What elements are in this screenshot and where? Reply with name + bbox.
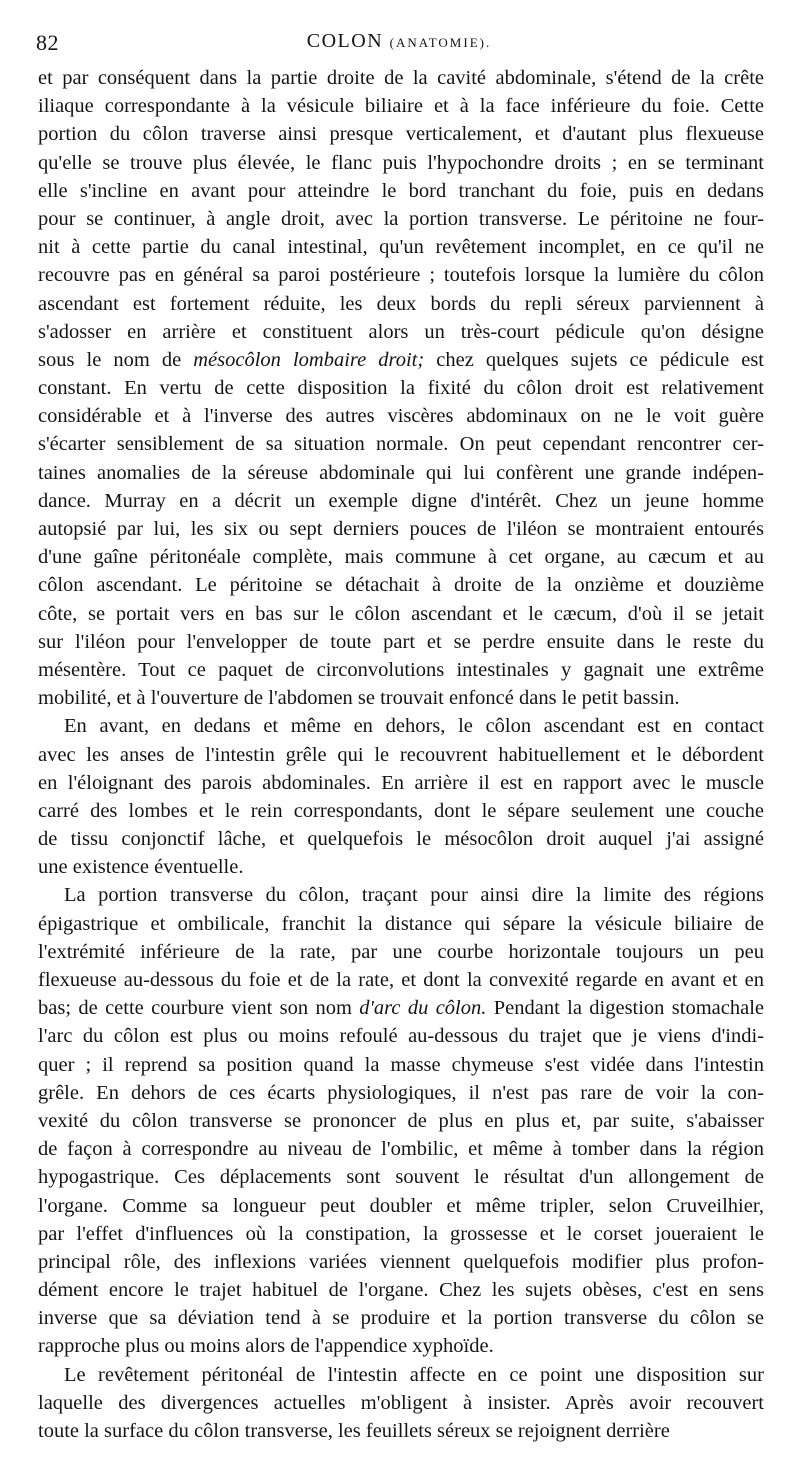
- text-line: s'écarter sensiblement de sa situation normale. On peut cependant rencontrer cer-: [38, 433, 764, 456]
- text-line: carré des lombes et le rein correspondants, dont le sépare seulement une couche: [38, 799, 764, 822]
- text-line: ascendant est fortement réduite, les deux bords du repli séreux parviennent à: [38, 292, 764, 315]
- text-line: sous le nom de mésocôlon lombaire droit; chez quelques sujets ce pédicule est: [38, 348, 764, 371]
- text-line: hypogastrique. Ces déplacements sont souvent le résultat d'un allongement de: [38, 1166, 764, 1189]
- paragraph: [38, 712, 764, 881]
- text-line: laquelle des divergences actuelles m'obligent à insister. Après avoir recouvert: [38, 1391, 764, 1414]
- text-line: l'extrémité inférieure de la rate, par une courbe horizontale toujours un peu: [38, 940, 764, 963]
- paragraph: [38, 1361, 764, 1446]
- text-line: quer ; il reprend sa position quand la masse chymeuse s'est vidée dans l'intestin: [38, 1053, 764, 1076]
- text-line: avec les anses de l'intestin grêle qui le recouvrent habituellement et le débordent: [38, 743, 764, 766]
- text-line: nit à cette partie du canal intestinal, qu'un revêtement incomplet, en ce qu'il ne: [38, 236, 764, 259]
- page-header: [28, 28, 770, 58]
- text-line: épigastrique et ombilicale, franchit la distance qui sépare la vésicule biliaire de: [38, 912, 764, 935]
- paragraph: [38, 881, 764, 1360]
- text-line: autopsié par lui, les six ou sept derniers pouces de l'iléon se montraient entourés: [38, 518, 764, 540]
- text-line: côlon ascendant. Le péritoine se détachait à droite de la onzième et douzième: [38, 574, 764, 597]
- text-line: sur l'iléon pour l'envelopper de toute part et se perdre ensuite dans le reste du: [38, 630, 764, 653]
- text-line: mésentère. Tout ce paquet de circonvolutions intestinales y gagnait une extrême: [38, 658, 764, 681]
- text-line: de façon à correspondre au niveau de l'ombilic, et même à tomber dans la région: [38, 1138, 764, 1161]
- text-line: en l'éloignant des parois abdominales. En arrière il est en rapport avec le muscle: [38, 771, 764, 794]
- text-line: principal rôle, des inflexions variées viennent quelquefois modifier plus profon-: [38, 1250, 764, 1273]
- text-line: dément encore le trajet habituel de l'organe. Chez les sujets obèses, c'est en sens: [38, 1279, 764, 1302]
- running-title-subtitle: (ANATOMIE).: [389, 35, 492, 50]
- text-line: En avant, en dedans et même en dehors, le côlon ascendant est en contact: [64, 715, 764, 738]
- italic-term: mésocôlon lombaire droit;: [193, 348, 425, 371]
- text-line: mobilité, et à l'ouverture de l'abdomen se trouvait enfoncé dans le petit bassin.: [38, 687, 680, 710]
- text-line: vexité du côlon transverse se prononcer de plus en plus et, par suite, s'abaisser: [38, 1109, 764, 1132]
- text-line: toute la surface du côlon transverse, les feuillets séreux se rejoignent derrière: [38, 1420, 670, 1442]
- text-line: l'arc du côlon est plus ou moins refoulé au-dessous du trajet que je viens d'indi-: [38, 1025, 764, 1048]
- text-line: pour se continuer, à angle droit, avec la portion transverse. Le péritoine ne four-: [38, 207, 764, 230]
- text-line: inverse que sa déviation tend à se produire et la portion transverse du côlon se: [38, 1307, 764, 1330]
- text-line: de tissu conjonctif lâche, et quelquefois le mésocôlon droit auquel j'ai assigné: [38, 828, 764, 851]
- page-number: 82: [36, 30, 59, 55]
- text-line: une existence éventuelle.: [38, 856, 244, 879]
- text-line: taines anomalies de la séreuse abdominale qui lui confèrent une grande indépen-: [38, 461, 764, 484]
- text-line: par l'effet d'influences où la constipation, la grossesse et le corset joueraient le: [38, 1222, 764, 1245]
- text-line: iliaque correspondante à la vésicule biliaire et à la face inférieure du foie. Cette: [38, 95, 764, 118]
- text-line: côte, se portait vers en bas sur le côlon ascendant et le cæcum, d'où il se jetait: [38, 602, 764, 625]
- text-line: s'adosser en arrière et constituent alors un très-court pédicule qu'on désigne: [38, 320, 764, 343]
- text-line: portion du côlon traverse ainsi presque verticalement, et d'autant plus flexueuse: [38, 123, 764, 146]
- text-line: flexueuse au-dessous du foie et de la rate, et dont la convexité regarde en avant et en: [38, 969, 764, 991]
- text-line: constant. En vertu de cette disposition la fixité du côlon droit est relativement: [38, 377, 764, 400]
- text-line: dance. Murray en a décrit un exemple digne d'intérêt. Chez un jeune homme: [38, 489, 764, 512]
- running-title-main: COLON: [306, 30, 384, 52]
- text-line: elle s'incline en avant pour atteindre le bord tranchant du foie, puis en dedans: [38, 179, 764, 202]
- text-line: bas; de cette courbure vient son nom d'arc du côlon. Pendant la digestion stomachale: [38, 997, 764, 1020]
- text-line: rapproche plus ou moins alors de l'appendice xyphoïde.: [38, 1335, 494, 1358]
- paragraph: [38, 64, 764, 712]
- text-line: considérable et à l'inverse des autres viscères abdominaux on ne le voit guère: [38, 405, 764, 428]
- text-line: Le revêtement péritonéal de l'intestin affecte en ce point une disposition sur: [64, 1363, 764, 1386]
- text-line: recouvre pas en général sa paroi postérieure ; toutefois lorsque la lumière du côlon: [38, 264, 764, 287]
- text-line: grêle. En dehors de ces écarts physiologiques, il n'est pas rare de voir la con-: [38, 1081, 764, 1104]
- body-text: [38, 64, 764, 1445]
- text-line: et par conséquent dans la partie droite de la cavité abdominale, s'étend de la crête: [38, 67, 764, 89]
- italic-term: d'arc du côlon.: [359, 997, 487, 1020]
- text-line: La portion transverse du côlon, traçant pour ainsi dire la limite des régions: [64, 884, 764, 907]
- running-title: [28, 30, 770, 53]
- text-line: l'organe. Comme sa longueur peut doubler et même tripler, selon Cruveilhier,: [38, 1194, 764, 1217]
- text-line: qu'elle se trouve plus élevée, le flanc puis l'hypochondre droits ; en se terminant: [38, 151, 764, 174]
- text-line: d'une gaîne péritonéale complète, mais commune à cet organe, au cæcum et au: [38, 546, 764, 569]
